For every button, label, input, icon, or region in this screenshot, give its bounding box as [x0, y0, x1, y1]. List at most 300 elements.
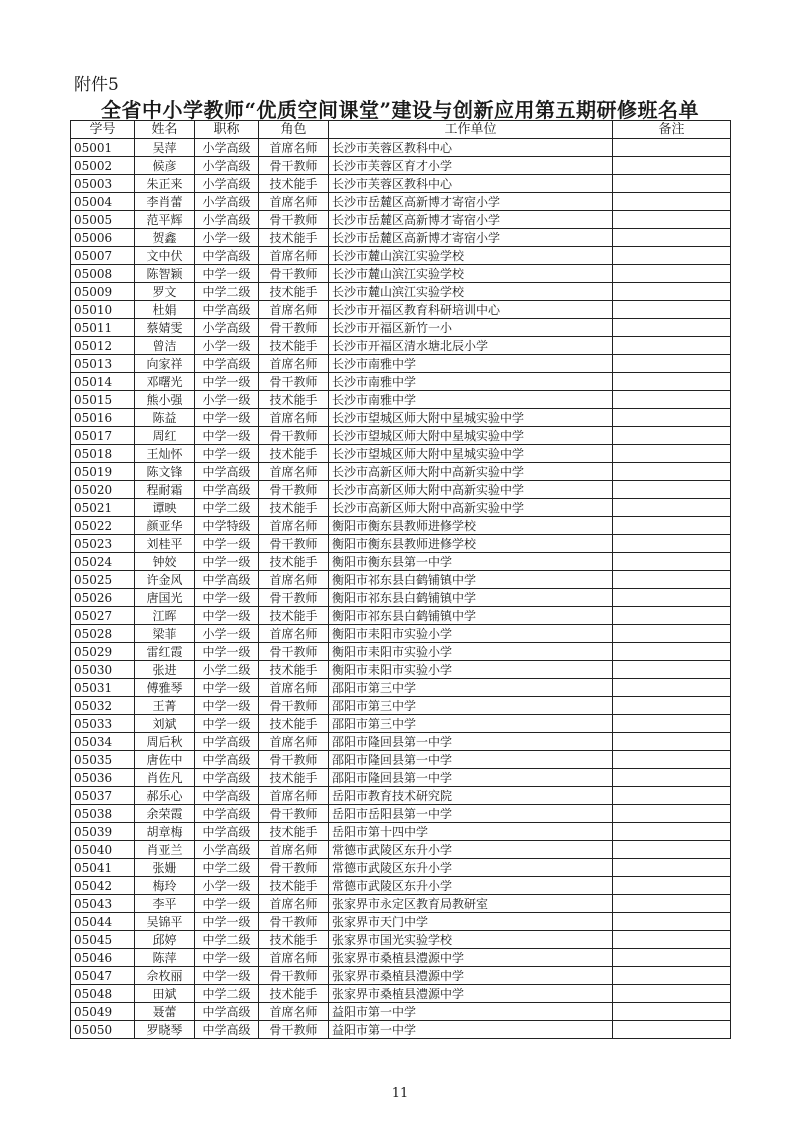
cell-remark: [613, 931, 731, 949]
cell-student-id: 05012: [71, 337, 135, 355]
cell-role: 技术能手: [259, 445, 329, 463]
table-row: [71, 643, 731, 661]
cell-student-id: 05021: [71, 499, 135, 517]
cell-role: 首席名师: [259, 301, 329, 319]
cell-name: 向家祥: [135, 355, 195, 373]
column-header-id: 学号: [71, 121, 135, 139]
table-row: [71, 139, 731, 157]
cell-work-unit: 张家界市永定区教育局教研室: [329, 895, 613, 913]
table-row: [71, 319, 731, 337]
cell-remark: [613, 283, 731, 301]
table-row: [71, 463, 731, 481]
cell-work-unit: 长沙市南雅中学: [329, 373, 613, 391]
cell-work-unit: 长沙市岳麓区高新博才寄宿小学: [329, 211, 613, 229]
cell-name: 邓曙光: [135, 373, 195, 391]
cell-role: 技术能手: [259, 661, 329, 679]
cell-role: 首席名师: [259, 355, 329, 373]
cell-work-unit: 长沙市芙蓉区育才小学: [329, 157, 613, 175]
cell-title: 小学高级: [195, 211, 259, 229]
cell-title: 小学一级: [195, 391, 259, 409]
cell-remark: [613, 877, 731, 895]
table-row: [71, 589, 731, 607]
cell-role: 首席名师: [259, 841, 329, 859]
cell-name: 陈智颖: [135, 265, 195, 283]
cell-student-id: 05047: [71, 967, 135, 985]
cell-title: 小学高级: [195, 319, 259, 337]
cell-remark: [613, 661, 731, 679]
cell-title: 中学高级: [195, 481, 259, 499]
cell-title: 中学一级: [195, 967, 259, 985]
cell-name: 胡章梅: [135, 823, 195, 841]
cell-student-id: 05050: [71, 1021, 135, 1039]
cell-student-id: 05035: [71, 751, 135, 769]
cell-name: 梅玲: [135, 877, 195, 895]
page-title: 全省中小学教师“优质空间课堂”建设与创新应用第五期研修班名单: [100, 98, 699, 122]
cell-title: 小学高级: [195, 841, 259, 859]
cell-title: 中学一级: [195, 409, 259, 427]
cell-name: 周红: [135, 427, 195, 445]
cell-work-unit: 邵阳市隆回县第一中学: [329, 751, 613, 769]
roster-body: [71, 139, 731, 1039]
cell-role: 首席名师: [259, 517, 329, 535]
table-row: [71, 661, 731, 679]
cell-student-id: 05013: [71, 355, 135, 373]
table-row: [71, 175, 731, 193]
cell-role: 骨干教师: [259, 859, 329, 877]
cell-role: 骨干教师: [259, 751, 329, 769]
cell-student-id: 05024: [71, 553, 135, 571]
column-header-unit: 工作单位: [329, 121, 613, 139]
column-header-title: 职称: [195, 121, 259, 139]
cell-work-unit: 衡阳市耒阳市实验小学: [329, 643, 613, 661]
cell-role: 技术能手: [259, 769, 329, 787]
cell-role: 首席名师: [259, 733, 329, 751]
roster-table: [70, 120, 731, 1039]
cell-role: 技术能手: [259, 337, 329, 355]
cell-role: 技术能手: [259, 175, 329, 193]
cell-name: 候彦: [135, 157, 195, 175]
cell-role: 骨干教师: [259, 643, 329, 661]
cell-name: 陈萍: [135, 949, 195, 967]
cell-role: 技术能手: [259, 877, 329, 895]
cell-title: 小学高级: [195, 175, 259, 193]
cell-work-unit: 岳阳市第十四中学: [329, 823, 613, 841]
cell-student-id: 05041: [71, 859, 135, 877]
cell-name: 李肖蕾: [135, 193, 195, 211]
table-row: [71, 535, 731, 553]
cell-title: 小学一级: [195, 877, 259, 895]
cell-title: 中学高级: [195, 751, 259, 769]
cell-title: 中学二级: [195, 283, 259, 301]
cell-title: 中学高级: [195, 769, 259, 787]
table-row: [71, 715, 731, 733]
cell-name: 许金风: [135, 571, 195, 589]
table-row: [71, 913, 731, 931]
cell-title: 中学一级: [195, 445, 259, 463]
cell-remark: [613, 517, 731, 535]
cell-name: 文中伏: [135, 247, 195, 265]
cell-name: 颜亚华: [135, 517, 195, 535]
cell-remark: [613, 175, 731, 193]
cell-role: 首席名师: [259, 625, 329, 643]
cell-name: 王灿怀: [135, 445, 195, 463]
table-row: [71, 679, 731, 697]
cell-title: 中学二级: [195, 985, 259, 1003]
cell-role: 首席名师: [259, 1003, 329, 1021]
cell-name: 陈益: [135, 409, 195, 427]
cell-remark: [613, 967, 731, 985]
cell-student-id: 05023: [71, 535, 135, 553]
cell-student-id: 05003: [71, 175, 135, 193]
cell-work-unit: 长沙市高新区师大附中高新实验中学: [329, 463, 613, 481]
table-row: [71, 355, 731, 373]
cell-remark: [613, 337, 731, 355]
cell-student-id: 05018: [71, 445, 135, 463]
cell-remark: [613, 805, 731, 823]
cell-name: 郝乐心: [135, 787, 195, 805]
table-row: [71, 805, 731, 823]
table-row: [71, 733, 731, 751]
table-row: [71, 229, 731, 247]
cell-name: 周后秋: [135, 733, 195, 751]
cell-work-unit: 邵阳市第三中学: [329, 697, 613, 715]
cell-role: 技术能手: [259, 715, 329, 733]
cell-work-unit: 岳阳市教育技术研究院: [329, 787, 613, 805]
cell-title: 中学一级: [195, 589, 259, 607]
cell-student-id: 05034: [71, 733, 135, 751]
cell-name: 程耐霜: [135, 481, 195, 499]
cell-role: 首席名师: [259, 571, 329, 589]
cell-role: 骨干教师: [259, 913, 329, 931]
table-row: [71, 985, 731, 1003]
cell-name: 傅雅琴: [135, 679, 195, 697]
cell-role: 技术能手: [259, 499, 329, 517]
cell-remark: [613, 823, 731, 841]
cell-student-id: 05009: [71, 283, 135, 301]
cell-title: 中学一级: [195, 643, 259, 661]
cell-remark: [613, 301, 731, 319]
cell-remark: [613, 913, 731, 931]
cell-role: 骨干教师: [259, 211, 329, 229]
cell-role: 骨干教师: [259, 373, 329, 391]
table-row: [71, 787, 731, 805]
cell-work-unit: 张家界市桑植县澧源中学: [329, 949, 613, 967]
cell-title: 中学高级: [195, 805, 259, 823]
cell-name: 李平: [135, 895, 195, 913]
cell-title: 中学高级: [195, 733, 259, 751]
table-row: [71, 481, 731, 499]
cell-name: 蔡婧雯: [135, 319, 195, 337]
table-row: [71, 247, 731, 265]
cell-title: 中学一级: [195, 679, 259, 697]
cell-student-id: 05010: [71, 301, 135, 319]
cell-role: 骨干教师: [259, 319, 329, 337]
cell-role: 首席名师: [259, 409, 329, 427]
cell-work-unit: 邵阳市隆回县第一中学: [329, 733, 613, 751]
cell-student-id: 05011: [71, 319, 135, 337]
cell-role: 骨干教师: [259, 157, 329, 175]
cell-name: 唐国光: [135, 589, 195, 607]
cell-student-id: 05019: [71, 463, 135, 481]
cell-student-id: 05006: [71, 229, 135, 247]
cell-student-id: 05030: [71, 661, 135, 679]
cell-work-unit: 衡阳市耒阳市实验小学: [329, 661, 613, 679]
cell-work-unit: 益阳市第一中学: [329, 1003, 613, 1021]
cell-student-id: 05046: [71, 949, 135, 967]
cell-role: 首席名师: [259, 949, 329, 967]
cell-student-id: 05020: [71, 481, 135, 499]
cell-title: 中学高级: [195, 355, 259, 373]
cell-role: 首席名师: [259, 247, 329, 265]
table-row: [71, 265, 731, 283]
cell-remark: [613, 409, 731, 427]
cell-remark: [613, 211, 731, 229]
cell-work-unit: 衡阳市衡东县教师进修学校: [329, 517, 613, 535]
cell-student-id: 05038: [71, 805, 135, 823]
cell-work-unit: 长沙市南雅中学: [329, 391, 613, 409]
table-row: [71, 427, 731, 445]
cell-name: 邱婷: [135, 931, 195, 949]
table-row: [71, 841, 731, 859]
cell-work-unit: 张家界市国光实验学校: [329, 931, 613, 949]
table-row: [71, 931, 731, 949]
cell-remark: [613, 787, 731, 805]
cell-work-unit: 张家界市天门中学: [329, 913, 613, 931]
cell-role: 首席名师: [259, 193, 329, 211]
cell-title: 小学一级: [195, 337, 259, 355]
cell-name: 余荣霞: [135, 805, 195, 823]
cell-remark: [613, 895, 731, 913]
table-row: [71, 391, 731, 409]
cell-title: 小学高级: [195, 139, 259, 157]
cell-remark: [613, 751, 731, 769]
cell-name: 雷红霞: [135, 643, 195, 661]
cell-remark: [613, 859, 731, 877]
cell-work-unit: 衡阳市衡东县教师进修学校: [329, 535, 613, 553]
cell-work-unit: 长沙市望城区师大附中星城实验中学: [329, 445, 613, 463]
cell-remark: [613, 625, 731, 643]
cell-work-unit: 常德市武陵区东升小学: [329, 859, 613, 877]
cell-student-id: 05017: [71, 427, 135, 445]
cell-remark: [613, 571, 731, 589]
cell-title: 中学高级: [195, 787, 259, 805]
cell-student-id: 05005: [71, 211, 135, 229]
cell-remark: [613, 643, 731, 661]
page-number: 11: [391, 1086, 409, 1101]
cell-student-id: 05049: [71, 1003, 135, 1021]
cell-name: 贺鑫: [135, 229, 195, 247]
cell-title: 中学二级: [195, 931, 259, 949]
cell-remark: [613, 391, 731, 409]
cell-title: 中学高级: [195, 463, 259, 481]
cell-remark: [613, 193, 731, 211]
cell-role: 技术能手: [259, 553, 329, 571]
cell-student-id: 05045: [71, 931, 135, 949]
cell-role: 骨干教师: [259, 589, 329, 607]
cell-student-id: 05036: [71, 769, 135, 787]
cell-work-unit: 长沙市岳麓区高新博才寄宿小学: [329, 229, 613, 247]
cell-student-id: 05048: [71, 985, 135, 1003]
table-row: [71, 337, 731, 355]
cell-remark: [613, 445, 731, 463]
cell-remark: [613, 985, 731, 1003]
cell-remark: [613, 1003, 731, 1021]
cell-role: 骨干教师: [259, 265, 329, 283]
cell-work-unit: 长沙市开福区教育科研培训中心: [329, 301, 613, 319]
cell-remark: [613, 247, 731, 265]
cell-role: 骨干教师: [259, 967, 329, 985]
cell-title: 中学一级: [195, 373, 259, 391]
cell-student-id: 05028: [71, 625, 135, 643]
cell-student-id: 05031: [71, 679, 135, 697]
cell-student-id: 05001: [71, 139, 135, 157]
cell-student-id: 05015: [71, 391, 135, 409]
cell-title: 小学高级: [195, 193, 259, 211]
cell-remark: [613, 481, 731, 499]
table-row: [71, 283, 731, 301]
cell-work-unit: 邵阳市第三中学: [329, 715, 613, 733]
cell-title: 中学高级: [195, 823, 259, 841]
cell-student-id: 05014: [71, 373, 135, 391]
cell-student-id: 05033: [71, 715, 135, 733]
table-row: [71, 895, 731, 913]
cell-remark: [613, 139, 731, 157]
cell-title: 中学高级: [195, 571, 259, 589]
cell-remark: [613, 373, 731, 391]
cell-role: 骨干教师: [259, 1021, 329, 1039]
cell-title: 中学二级: [195, 859, 259, 877]
cell-remark: [613, 355, 731, 373]
cell-student-id: 05040: [71, 841, 135, 859]
cell-student-id: 05044: [71, 913, 135, 931]
column-header-name: 姓名: [135, 121, 195, 139]
cell-role: 技术能手: [259, 229, 329, 247]
table-row: [71, 751, 731, 769]
cell-name: 梁菲: [135, 625, 195, 643]
cell-work-unit: 长沙市麓山滨江实验学校: [329, 265, 613, 283]
cell-remark: [613, 1021, 731, 1039]
cell-work-unit: 长沙市麓山滨江实验学校: [329, 283, 613, 301]
cell-work-unit: 长沙市芙蓉区教科中心: [329, 175, 613, 193]
cell-role: 技术能手: [259, 607, 329, 625]
cell-title: 中学一级: [195, 427, 259, 445]
cell-work-unit: 长沙市开福区清水塘北辰小学: [329, 337, 613, 355]
cell-student-id: 05037: [71, 787, 135, 805]
cell-name: 罗晓琴: [135, 1021, 195, 1039]
cell-role: 首席名师: [259, 139, 329, 157]
cell-title: 中学一级: [195, 265, 259, 283]
cell-remark: [613, 157, 731, 175]
cell-name: 田斌: [135, 985, 195, 1003]
cell-role: 骨干教师: [259, 805, 329, 823]
cell-title: 中学一级: [195, 535, 259, 553]
cell-title: 中学高级: [195, 1003, 259, 1021]
cell-student-id: 05008: [71, 265, 135, 283]
cell-work-unit: 衡阳市耒阳市实验小学: [329, 625, 613, 643]
cell-name: 熊小强: [135, 391, 195, 409]
cell-name: 曾洁: [135, 337, 195, 355]
cell-name: 肖佐凡: [135, 769, 195, 787]
cell-remark: [613, 535, 731, 553]
cell-title: 中学高级: [195, 247, 259, 265]
cell-title: 中学一级: [195, 949, 259, 967]
cell-name: 钟姣: [135, 553, 195, 571]
cell-title: 小学一级: [195, 229, 259, 247]
table-row: [71, 859, 731, 877]
cell-student-id: 05039: [71, 823, 135, 841]
cell-remark: [613, 463, 731, 481]
cell-role: 技术能手: [259, 283, 329, 301]
cell-student-id: 05016: [71, 409, 135, 427]
table-row: [71, 157, 731, 175]
cell-remark: [613, 607, 731, 625]
cell-name: 张姗: [135, 859, 195, 877]
cell-name: 陈文锋: [135, 463, 195, 481]
cell-student-id: 05007: [71, 247, 135, 265]
table-row: [71, 445, 731, 463]
cell-remark: [613, 679, 731, 697]
table-row: [71, 1003, 731, 1021]
table-header-row: [71, 121, 731, 139]
cell-name: 吴萍: [135, 139, 195, 157]
table-row: [71, 1021, 731, 1039]
table-row: [71, 697, 731, 715]
cell-remark: [613, 733, 731, 751]
cell-remark: [613, 841, 731, 859]
cell-role: 技术能手: [259, 931, 329, 949]
cell-student-id: 05022: [71, 517, 135, 535]
cell-work-unit: 长沙市南雅中学: [329, 355, 613, 373]
column-header-role: 角色: [259, 121, 329, 139]
cell-title: 中学二级: [195, 499, 259, 517]
table-row: [71, 877, 731, 895]
table-row: [71, 607, 731, 625]
cell-work-unit: 张家界市桑植县澧源中学: [329, 967, 613, 985]
cell-name: 罗文: [135, 283, 195, 301]
cell-work-unit: 衡阳市衡东县第一中学: [329, 553, 613, 571]
cell-work-unit: 长沙市望城区师大附中星城实验中学: [329, 427, 613, 445]
cell-title: 中学高级: [195, 1021, 259, 1039]
cell-work-unit: 邵阳市隆回县第一中学: [329, 769, 613, 787]
cell-work-unit: 常德市武陵区东升小学: [329, 877, 613, 895]
cell-name: 朱正来: [135, 175, 195, 193]
cell-remark: [613, 229, 731, 247]
cell-role: 技术能手: [259, 823, 329, 841]
cell-role: 首席名师: [259, 895, 329, 913]
cell-work-unit: 长沙市麓山滨江实验学校: [329, 247, 613, 265]
cell-role: 骨干教师: [259, 697, 329, 715]
table-row: [71, 499, 731, 517]
cell-student-id: 05042: [71, 877, 135, 895]
table-row: [71, 823, 731, 841]
table-row: [71, 517, 731, 535]
cell-remark: [613, 553, 731, 571]
cell-student-id: 05026: [71, 589, 135, 607]
cell-remark: [613, 589, 731, 607]
cell-title: 中学一级: [195, 715, 259, 733]
table-row: [71, 193, 731, 211]
cell-student-id: 05029: [71, 643, 135, 661]
cell-remark: [613, 499, 731, 517]
cell-student-id: 05027: [71, 607, 135, 625]
cell-name: 谭映: [135, 499, 195, 517]
cell-role: 技术能手: [259, 985, 329, 1003]
cell-work-unit: 长沙市望城区师大附中星城实验中学: [329, 409, 613, 427]
cell-name: 吴锦平: [135, 913, 195, 931]
cell-student-id: 05025: [71, 571, 135, 589]
cell-remark: [613, 265, 731, 283]
cell-work-unit: 张家界市桑植县澧源中学: [329, 985, 613, 1003]
